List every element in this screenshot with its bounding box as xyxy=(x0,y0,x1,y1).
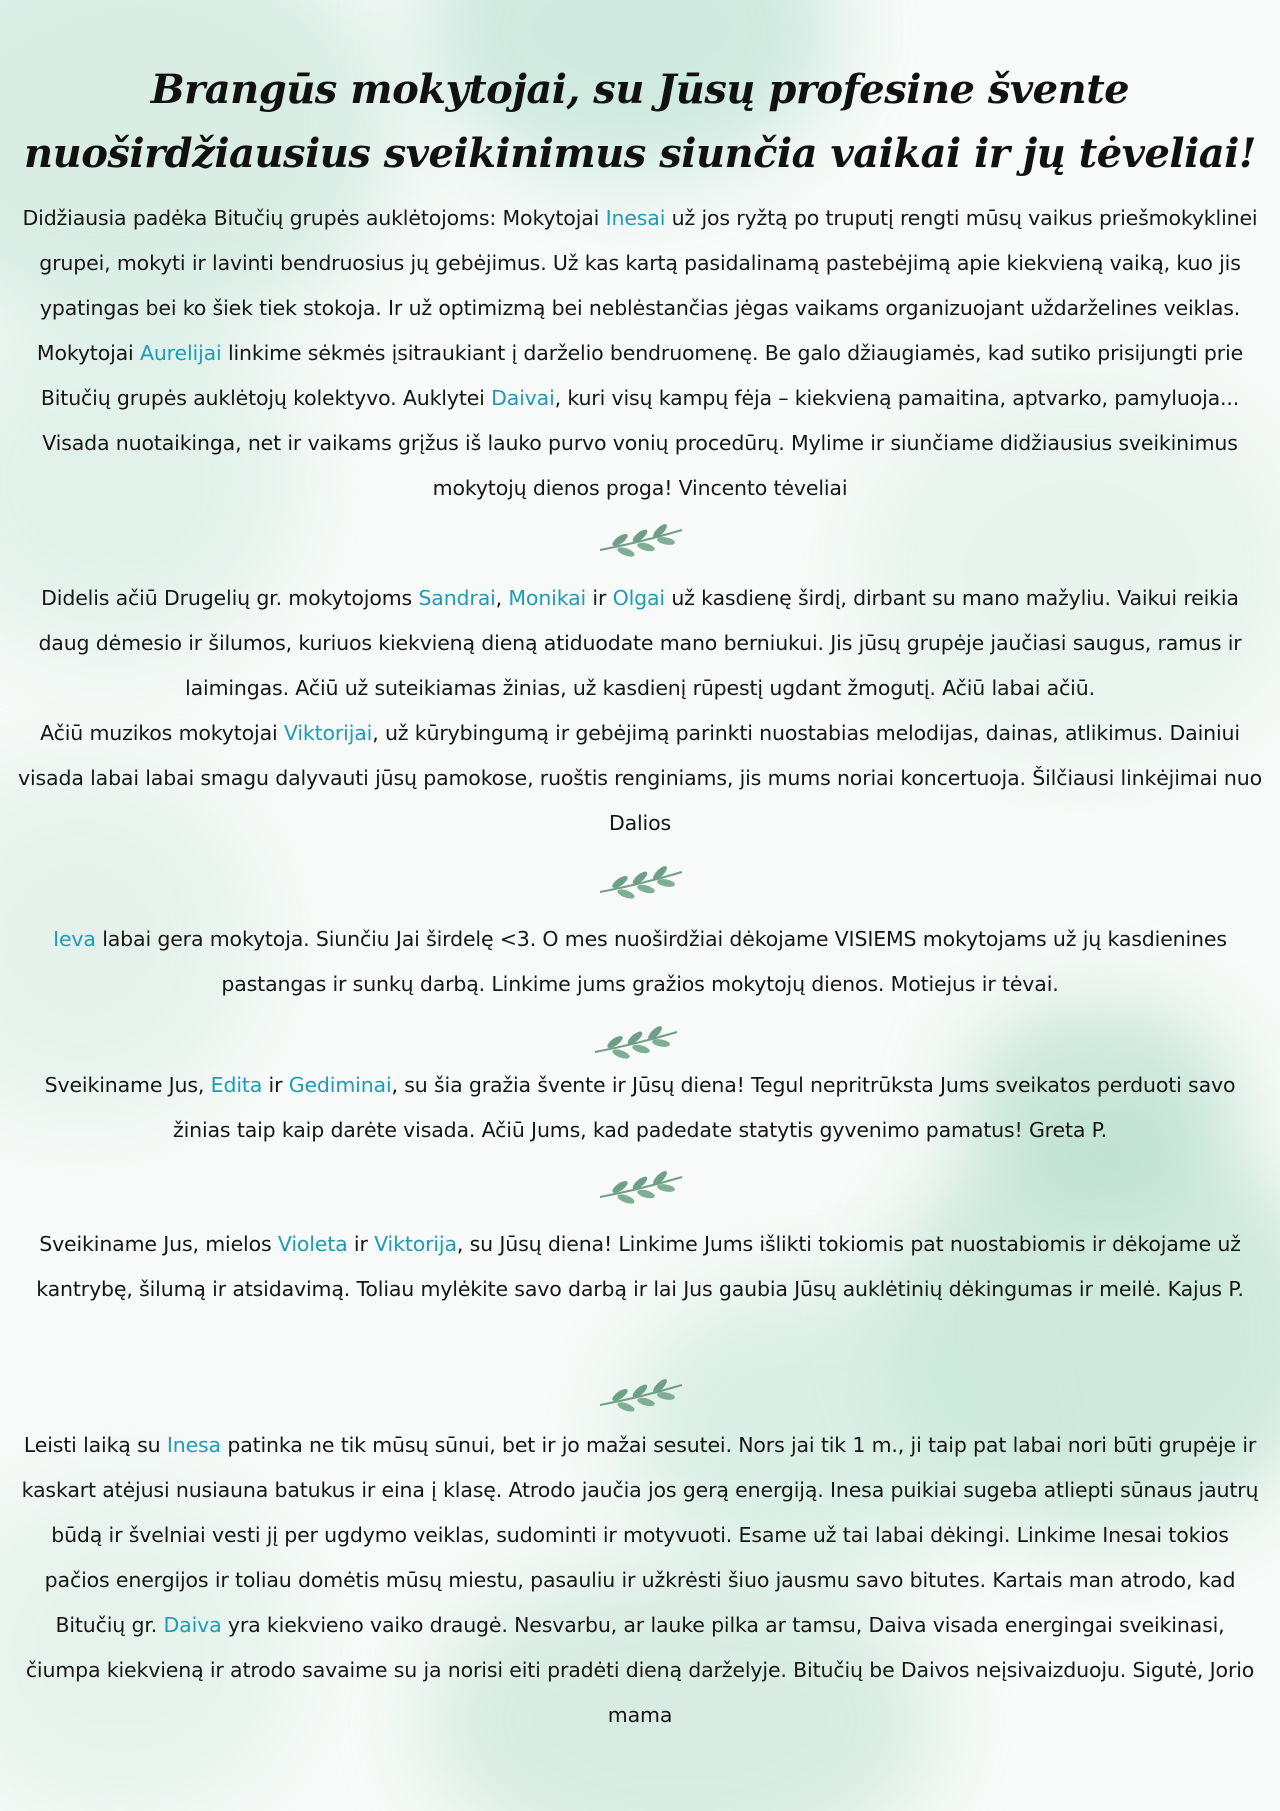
message-text: ir xyxy=(347,1232,375,1256)
leaf-sprig-icon xyxy=(592,1167,688,1207)
message-text: Leisti laiką su xyxy=(23,1433,167,1457)
teacher-name: Daiva xyxy=(163,1613,222,1637)
teacher-name: Ieva xyxy=(53,927,96,951)
message-5 xyxy=(18,1222,1262,1312)
message-text: už jos ryžtą po truputį rengti mūsų vaikus priešmokyklinei grupei, mokyti ir lavinti bendruosius jų gebėjimus. Už kas kartą pasidalinamą pastebėjimą apie kiekvieną vaiką, kuo jis ypatingas bei ko šiek tiek stokoja. Ir už optimizmą bei neblėstančias jėgas vaikams organizuojant uždarželines veiklas. Mokytojai xyxy=(36,206,1258,365)
leaf-sprig-icon xyxy=(592,862,688,902)
message-text: Sveikiname Jus, mielos xyxy=(39,1232,278,1256)
teacher-name: Edita xyxy=(210,1073,263,1097)
teacher-name: Olgai xyxy=(612,586,665,610)
message-text: Ačiū muzikos mokytojai xyxy=(40,721,284,745)
message-text: , xyxy=(495,586,509,610)
title-line-2: nuoširdžiausius sveikinimus siunčia vaikai ir jų tėveliai! xyxy=(24,130,1256,177)
message-text: Didžiausia padėka Bitučių grupės auklėtojoms: Mokytojai xyxy=(22,206,606,230)
teacher-name: Daivai xyxy=(491,386,555,410)
teacher-name: Gediminai xyxy=(288,1073,392,1097)
teacher-name: Viktorija xyxy=(374,1232,457,1256)
teacher-name: Violeta xyxy=(277,1232,348,1256)
message-text: patinka ne tik mūsų sūnui, bet ir jo mažai sesutei. Nors jai tik 1 m., ji taip pat labai nori būti grupėje ir kaskart atėjusi nusiauna batukus ir eina į klasę. Atrodo jaučia jos gerą energiją. Inesa puikiai sugeba atliepti sūnaus jautrų būdą ir švelniai vesti jį per ugdymo veiklas, sudominti ir motyvuoti. Esame už tai labai dėkingi. Linkime Inesai tokios pačios energijos ir toliau domėtis mūsų miestu, pasauliu ir užkrėsti šiuo jausmu savo bitutes. Kartais man atrodo, kad Bitučių gr. xyxy=(21,1433,1259,1637)
leaf-sprig-icon xyxy=(592,520,688,560)
message-text: , kuri visų kampų fėja – kiekvieną pamaitina, aptvarko, pamyluoja... Visada nuotaikinga, net ir vaikams grįžus iš lauko purvo vonių procedūrų. Mylime ir siunčiame didžiausius sveikinimus mokytojų dienos proga! Vincento tėveliai xyxy=(42,386,1240,500)
message-text: , už kūrybingumą ir gebėjimą parinkti nuostabias melodijas, dainas, atlikimus. Dainiui visada labai labai smagu dalyvauti jūsų pamokose, ruoštis renginiams, jis mums noriai koncertuoja. Šilčiausi linkėjimai nuo Dalios xyxy=(18,721,1262,835)
teacher-name: Inesai xyxy=(605,206,666,230)
message-text: Didelis ačiū Drugelių gr. mokytojoms xyxy=(41,586,419,610)
message-text: Sveikiname Jus, xyxy=(44,1073,211,1097)
teacher-name: Sandrai xyxy=(418,586,496,610)
leaf-sprig-icon xyxy=(587,1022,683,1062)
page-title xyxy=(0,58,1280,186)
message-2 xyxy=(18,576,1262,846)
message-1 xyxy=(18,196,1262,511)
teacher-name: Aurelijai xyxy=(139,341,222,365)
teacher-name: Monikai xyxy=(508,586,587,610)
teacher-name: Viktorijai xyxy=(283,721,373,745)
message-text: , su šia gražia švente ir Jūsų diena! Tegul nepritrūksta Jums sveikatos perduoti savo žinias taip kaip darėte visada. Ačiū Jums, kad padedate statytis gyvenimo pamatus! Greta P. xyxy=(172,1073,1236,1142)
message-text: ir xyxy=(586,586,613,610)
message-text: , su Jūsų diena! Linkime Jums išlikti tokiomis pat nuostabiomis ir dėkojame už kantrybę, šilumą ir atsidavimą. Toliau mylėkite savo darbą ir lai Jus gaubia Jūsų auklėtinių dėkingumas ir meilė. Kajus P. xyxy=(36,1232,1244,1301)
message-text: linkime sėkmės įsitraukiant į darželio bendruomenę. Be galo džiaugiamės, kad sutiko prisijungti prie Bitučių grupės auklėtojų kolektyvo. Auklytei xyxy=(40,341,1244,410)
title-line-1: Brangūs mokytojai, su Jūsų profesine švente xyxy=(150,66,1130,113)
message-text: už kasdienę širdį, dirbant su mano mažyliu. Vaikui reikia daug dėmesio ir šilumos, kuriuos kiekvieną dieną atiduodate mano berniukui. Jis jūsų grupėje jaučiasi saugus, ramus ir laimingas. Ačiū už suteikiamas žinias, už kasdienį rūpestį ugdant žmogutį. Ačiū labai ačiū. xyxy=(38,586,1242,700)
message-3 xyxy=(18,917,1262,1007)
leaf-sprig-icon xyxy=(592,1375,688,1415)
message-text: labai gera mokytoja. Siunčiu Jai širdelę <3. O mes nuoširdžiai dėkojame VISIEMS mokytojams už jų kasdienines pastangas ir sunkų darbą. Linkime jums gražios mokytojų dienos. Motiejus ir tėvai. xyxy=(95,927,1227,996)
message-text: yra kiekvieno vaiko draugė. Nesvarbu, ar lauke pilka ar tamsu, Daiva visada energingai sveikinasi, čiumpa kiekvieną ir atrodo savaime su ja norisi eiti pradėti dieną darželyje. Bitučių be Daivos neįsivaizduoju. Sigutė, Jorio mama xyxy=(25,1613,1255,1727)
message-4 xyxy=(18,1063,1262,1153)
message-text: ir xyxy=(262,1073,289,1097)
message-6 xyxy=(18,1423,1262,1738)
teacher-name: Inesa xyxy=(166,1433,221,1457)
